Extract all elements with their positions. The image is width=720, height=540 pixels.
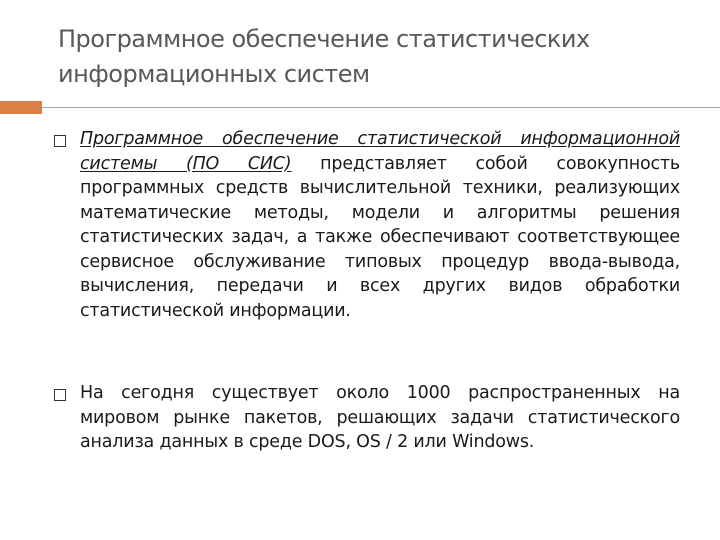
title-rule-accent (0, 101, 42, 114)
title-rule-line (42, 107, 720, 108)
bullet-text: На сегодня существует около 1000 распространенных на мировом рынке пакетов, решающих задачи статистического анализа данных в среде DOS, OS / 2 или Windows. (80, 383, 680, 452)
bullet-item-2 (80, 381, 680, 455)
slide-title: Программное обеспечение статистических информационных систем (58, 25, 590, 88)
square-bullet-icon (54, 135, 66, 147)
bullet-text: представляет собой совокупность программных средств вычислительной техники, реализующих математические методы, модели и алгоритмы решения статистических задач, а также обеспечивают соответствующее сервисное обслуживание типовых процедур ввода-вывода, вычисления, передачи и всех других видов обработки статистической информации. (80, 153, 681, 321)
bullet-item-1 (80, 127, 680, 323)
square-bullet-icon (54, 389, 66, 401)
bullet-emphasis: Программное обеспечение статистической информационной системы (ПО СИС) (80, 129, 680, 174)
